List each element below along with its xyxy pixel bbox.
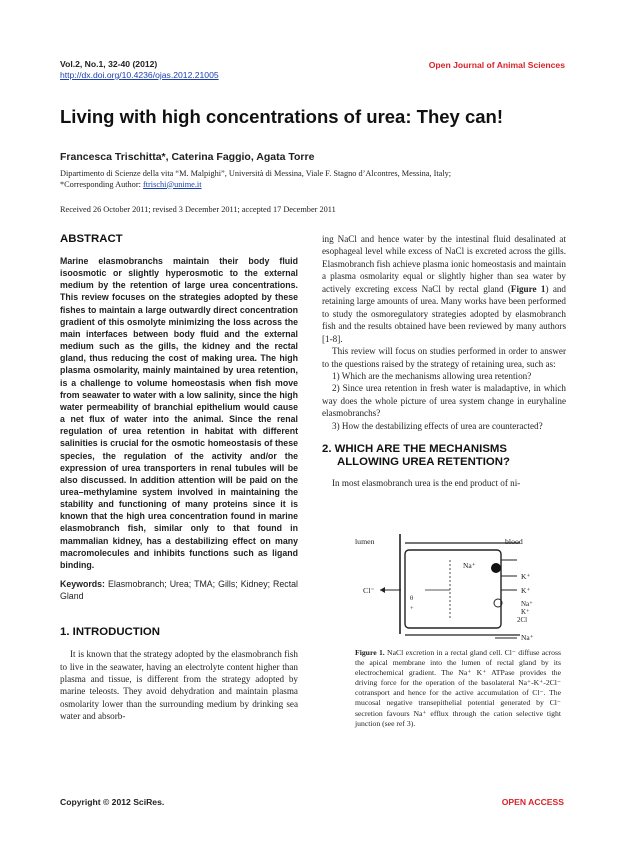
figure-1	[355, 530, 561, 647]
label-lumen: lumen	[355, 537, 375, 546]
label-na-top: Na⁺	[463, 561, 476, 570]
keywords-label: Keywords:	[60, 579, 105, 590]
section-2-heading: 2. WHICH ARE THE MECHANISMS ALLOWING UREA RETENTION?	[322, 443, 510, 469]
label-potential: θ	[410, 595, 414, 602]
received-dates: Received 26 October 2011; revised 3 December 2011; accepted 17 December 2011	[60, 205, 336, 214]
label-k-2: K⁺	[521, 586, 531, 595]
label-k-3: K⁺	[521, 608, 530, 616]
right-paragraph-2: This review will focus on studies performed in order to answer to the questions raised by the strategy of retaining urea, such as:	[322, 346, 566, 369]
copyright: Copyright © 2012 SciRes.	[60, 797, 165, 807]
question-2: 2) Since urea retention in fresh water is maladaptive, in which way does the whole picture of urea system change in euryhaline elasmobranchs?	[322, 383, 566, 419]
label-na: Na⁺	[521, 600, 533, 608]
label-cl-lumen: Cl⁻	[363, 586, 375, 595]
open-access-label: OPEN ACCESS	[501, 797, 564, 807]
email-link[interactable]: ftrischi@unime.it	[142, 179, 202, 189]
keywords	[60, 579, 298, 602]
affiliation: Dipartimento di Scienze della vita “M. Malpighi”, Università di Messina, Viale F. Stagno d’Alcontres, Messina, Italy;	[60, 169, 452, 178]
figure-caption-text: NaCl excretion in a rectal gland cell. Cl⁻ diffuse across the apical membrane into the lumen of rectal gland by its electrochemical gradient. The Na⁺ K⁺ ATPase provides the driving force for the operation of the basolateral Na⁺-K⁺-2Cl⁻ cotransport and hence for the active accumulation of Cl⁻. The mucosal negative transepithelial potential generated by Cl⁻ secretion favours Na⁺ efflux through the cation selective tight junction (see ref 3).	[355, 648, 561, 728]
article-title: Living with high concentrations of urea: They can!	[60, 106, 504, 127]
corresponding-author: *Corresponding Author: ftrischi@unime.it	[60, 179, 202, 189]
question-3: 3) How the destabilizing effects of urea are counteracted?	[332, 420, 543, 431]
right-column	[322, 233, 566, 490]
cl-arrowhead	[380, 587, 385, 593]
right-paragraph-1: ing NaCl and hence water by the intestinal fluid desalinated at esophageal level while excess of NaCl is excreted across the gills. Elasmobranch fish achieve plasma ionic homeostasis and maintain a plasma osmolarity equal or slightly higher than sea water by actively excreting excess NaCl by rectal gland (Figure 1) and retaining large amounts of urea. Many works have been performed to study the osmoregulatory strategies adopted by elasmobranch fish and the results obtained have been reviewed by many authors [1-8].	[322, 234, 566, 344]
authors: Francesca Trischitta*, Caterina Faggio, Agata Torre	[60, 151, 315, 163]
introduction-heading: 1. INTRODUCTION	[60, 626, 160, 639]
question-1: 1) Which are the mechanisms allowing urea retention?	[332, 370, 532, 381]
label-blood: blood	[505, 537, 523, 546]
figure-caption-label: Figure 1.	[355, 648, 385, 657]
label-2cl: 2Cl	[517, 616, 528, 624]
figure-reference: Figure 1	[510, 283, 546, 294]
cell-outline	[405, 550, 501, 628]
journal-info	[60, 59, 219, 81]
abstract-body: Marine elasmobranchs maintain their body fluid isoosmotic or slightly hyperosmotic to the external medium by the retention of large urea concentrations. This review focuses on the strategies adopted by these fishes to maintain a large outwardly direct concentration gradient of this osmolyte minimizing the loss across the main interfaces between body fluid and the external medium such as the gills, the kidney and the rectal gland, thus reducing the cost of making urea. The high plasma osmolarity, mainly maintained by urea retention, is a challenge to volume homeostasis when fish move from seawater to water with a low salinity, since the high water permeability of branchial epithelium would cause a net flux of water into the animal. Since the renal regulation of urea retention in habitat with different salinities is crucial for the osmotic homeostasis of these species, the regulation of the activity and/or the expression of urea transporters in renal tubules will be also discussed. In addition attention will be paid on the urea–methylamine system involved in maintaining the stability and functioning of many proteins since it is known that the high urea concentration found in marine elasmobranch fish, similar only to that found in mammalian kidney, has a destabilizing effect on many macromolecules and inhibits functions such as ligand binding.	[60, 256, 298, 570]
volume-info: Vol.2, No.1, 32-40 (2012)	[60, 59, 158, 69]
intro-paragraph: It is known that the strategy adopted by the elasmobranch fish to live in the seawater, having an electrolyte content higher than plasma and tissue, is different from the strategy adopted by marine teleosts. They avoid dehydration and maintain plasma osmolarity lower than the surrounding medium by drinking sea water and absorb-	[60, 649, 298, 722]
label-charge: +	[410, 605, 414, 612]
label-k-1: K⁺	[521, 572, 531, 581]
figure-caption	[355, 648, 561, 729]
right-paragraph-3: In most elasmobranch urea is the end product of ni-	[332, 478, 521, 489]
left-column	[60, 233, 298, 723]
keywords-list: Elasmobranch; Urea; TMA; Gills; Kidney; Rectal Gland	[60, 579, 298, 601]
affiliation-block	[60, 169, 570, 190]
abstract-heading: ABSTRACT	[60, 233, 123, 245]
doi-link[interactable]: http://dx.doi.org/10.4236/ojas.2012.21005	[60, 70, 219, 80]
journal-name: Open Journal of Animal Sciences	[428, 60, 565, 70]
rectal-gland-diagram	[355, 530, 561, 642]
na-k-atpase-pump	[491, 563, 501, 573]
label-na-bottom: Na⁺	[521, 633, 534, 642]
